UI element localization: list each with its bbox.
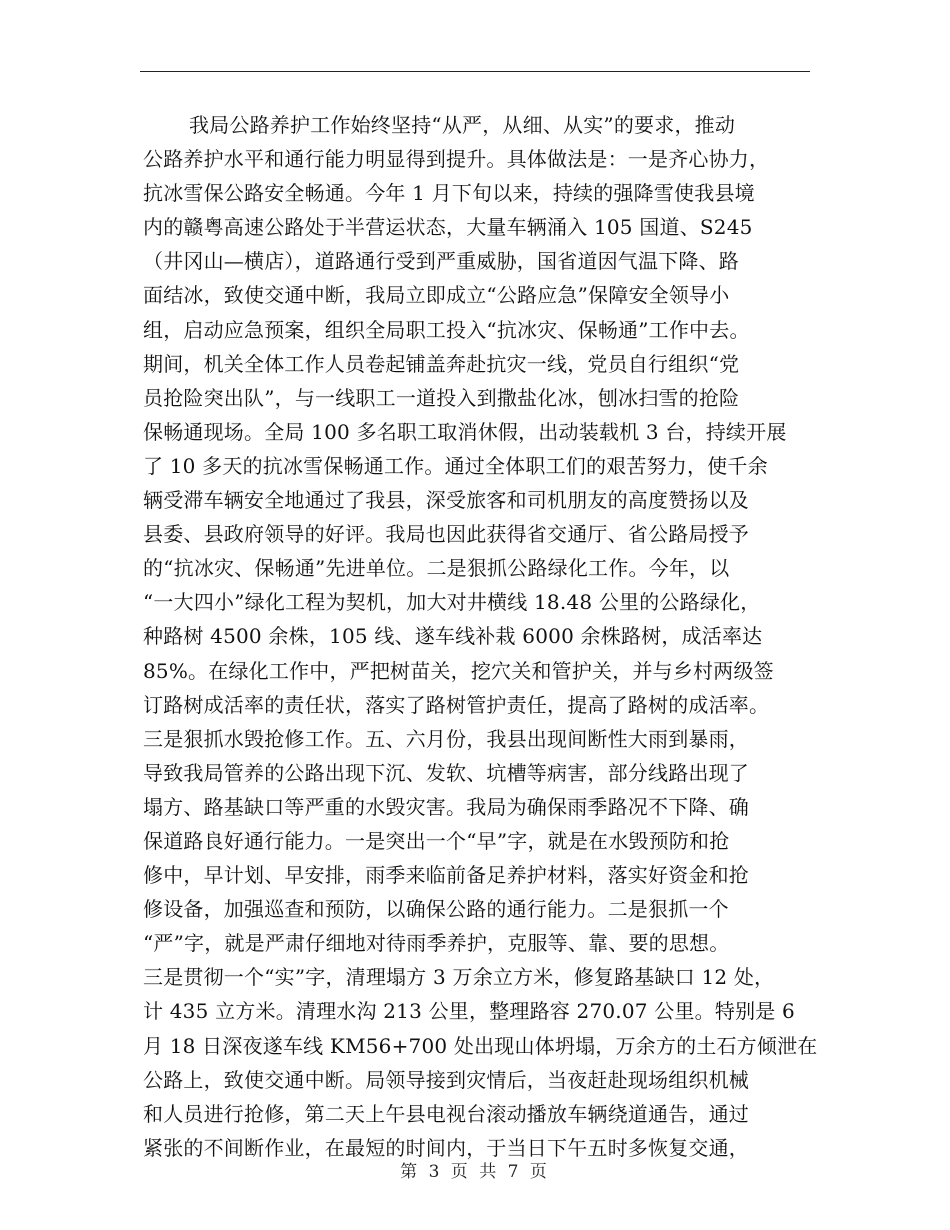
text-line: 抗冰雪保公路安全畅通。今年 1 月下旬以来，持续的强降雪使我县境 xyxy=(143,181,755,206)
header-rule xyxy=(140,71,810,72)
text-line: 了 10 多天的抗冰雪保畅通工作。通过全体职工们的艰苦努力，使千余 xyxy=(143,453,768,478)
text-line: 组，启动应急预案，组织全局职工投入“抗冰灾、保畅通”工作中去。 xyxy=(143,317,750,342)
text-line: 修设备，加强巡查和预防，以确保公路的通行能力。二是狠抓一个 xyxy=(143,897,729,922)
text-line: 公路养护水平和通行能力明显得到提升。具体做法是：一是齐心协力， xyxy=(143,147,770,172)
text-line: 保道路良好通行能力。一是突出一个“早”字，就是在水毁预防和抢 xyxy=(143,828,730,853)
text-line: 塌方、路基缺口等严重的水毁灾害。我局为确保雨季路况不下降、确 xyxy=(143,794,749,819)
text-line: 导致我局管养的公路出现下沉、发软、坑槽等病害，部分线路出现了 xyxy=(143,760,749,785)
body-paragraph xyxy=(143,108,818,1165)
text-line: 修中，早计划、早安排，雨季来临前备足养护材料，落实好资金和抢 xyxy=(143,863,749,888)
text-line: 三是贯彻一个“实”字，清理塌方 3 万余立方米，修复路基缺口 12 处， xyxy=(143,965,775,990)
text-line: 月 18 日深夜遂车线 KM56+700 处出现山体坍塌，万余方的土石方倾泄在 xyxy=(143,1033,818,1058)
text-line: （井冈山—横店），道路通行受到严重威胁，国省道因气温下降、路 xyxy=(143,249,739,274)
text-line: 我局公路养护工作始终坚持“从严，从细、从实”的要求，推动 xyxy=(189,113,736,137)
text-line: “严”字，就是严肃仔细地对待雨季养护，克服等、靠、要的思想。 xyxy=(143,931,730,956)
text-line: 和人员进行抢修，第二天上午县电视台滚动播放车辆绕道通告，通过 xyxy=(143,1101,749,1126)
page-number: 第 3 页 共 7 页 xyxy=(400,1162,550,1182)
text-line: 公路上，致使交通中断。局领导接到灾情后，当夜赶赴现场组织机械 xyxy=(143,1067,749,1092)
text-line: 的“抗冰灾、保畅通”先进单位。二是狠抓公路绿化工作。今年，以 xyxy=(143,556,730,581)
text-line: 辆受滞车辆安全地通过了我县，深受旅客和司机朋友的高度赞扬以及 xyxy=(143,488,749,513)
text-line: 期间，机关全体工作人员卷起铺盖奔赴抗灾一线，党员自行组织“党 xyxy=(143,351,740,376)
text-line: 紧张的不间断作业，在最短的时间内，于当日下午五时多恢复交通， xyxy=(143,1135,749,1160)
text-line: 县委、县政府领导的好评。我局也因此获得省交通厅、省公路局授予 xyxy=(143,522,749,547)
text-line: 85%。在绿化工作中，严把树苗关，挖穴关和管护关，并与乡村两级签 xyxy=(143,658,774,683)
text-line: 面结冰，致使交通中断，我局立即成立“公路应急”保障安全领导小 xyxy=(143,283,730,308)
text-line: 内的赣粤高速公路处于半营运状态，大量车辆涌入 105 国道、S245 xyxy=(143,215,753,240)
text-line: 种路树 4500 余株，105 线、遂车线补栽 6000 余株路树，成活率达 xyxy=(143,624,763,649)
text-line: 订路树成活率的责任状，落实了路树管护责任，提高了路树的成活率。 xyxy=(143,692,770,717)
text-line: 保畅通现场。全局 100 多名职工取消休假，出动装载机 3 台，持续开展 xyxy=(143,419,787,444)
text-line: 员抢险突出队”，与一线职工一道投入到撒盐化冰，刨冰扫雪的抢险 xyxy=(143,385,740,410)
text-line: 三是狠抓水毁抢修工作。五、六月份，我县出现间断性大雨到暴雨， xyxy=(143,726,749,751)
text-line: 计 435 立方米。清理水沟 213 公里，整理路容 270.07 公里。特别是 6 xyxy=(143,999,795,1024)
text-line: “一大四小”绿化工程为契机，加大对井横线 18.48 公里的公路绿化， xyxy=(143,590,761,615)
